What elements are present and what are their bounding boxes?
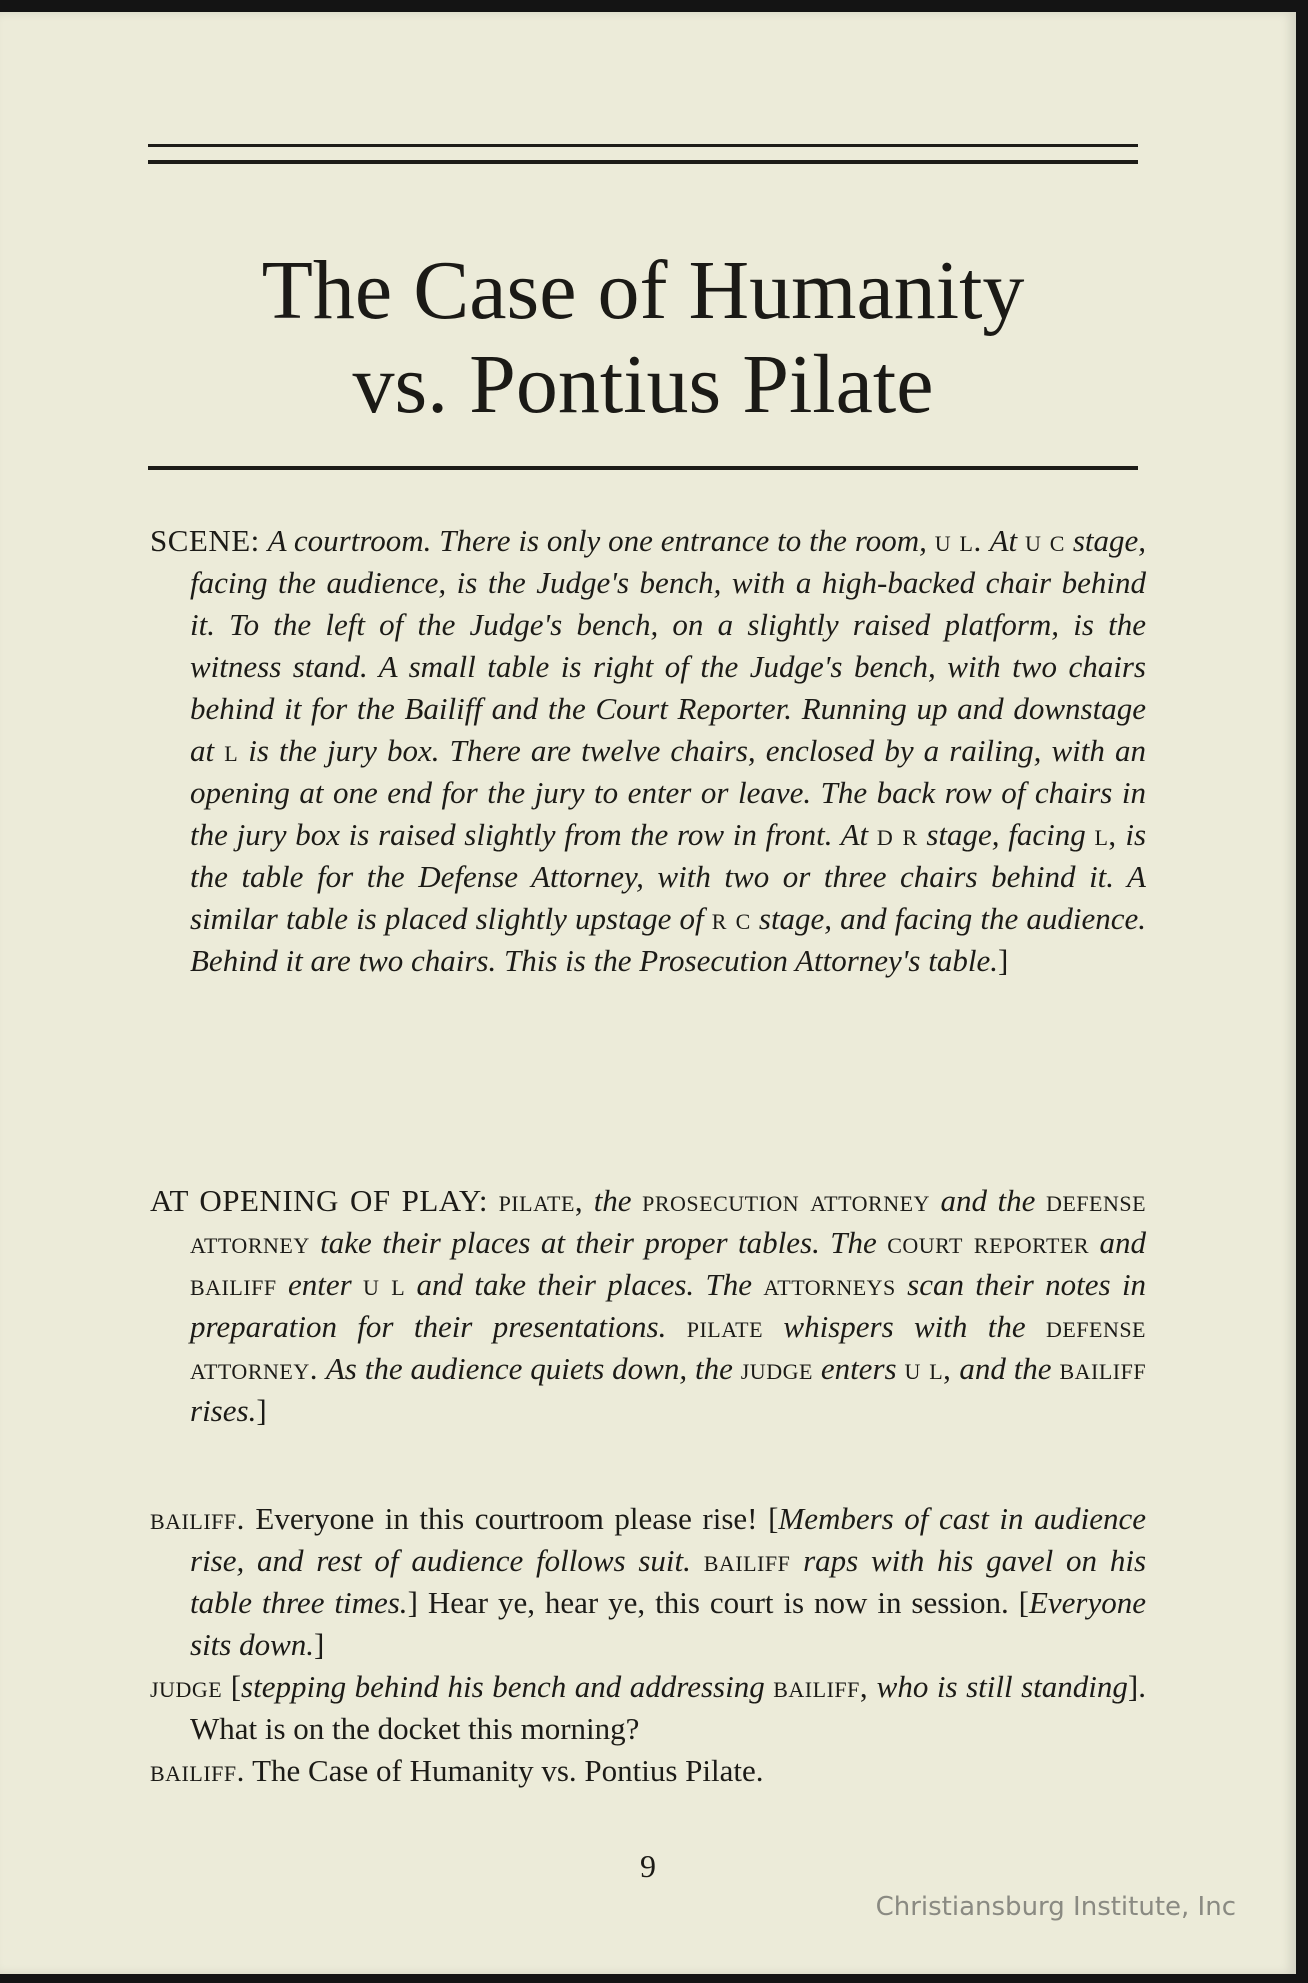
bracket: ] [997,943,1009,978]
bracket: [ [230,1669,242,1704]
direction-text: As the audience quiets down, the [325,1351,733,1386]
stage-direction-abbrev: d r [876,817,918,852]
character-name: bailiff [1059,1351,1147,1386]
speaker-name: bailiff. [150,1753,245,1788]
scene-text: At [989,523,1018,558]
stage-direction-abbrev: u l, [904,1351,952,1386]
character-name: bailiff, [773,1669,869,1704]
scene-text: stage, facing [926,817,1086,852]
opening-paragraph [150,1180,1146,1432]
character-name: pilate [686,1309,764,1344]
dialogue-block [150,1498,1146,1792]
stage-direction-abbrev: l [224,733,239,768]
book-page [0,12,1296,1974]
direction-text: rises. [190,1393,257,1428]
direction-text: whispers with the [783,1309,1026,1344]
bracket: ] [407,1585,418,1620]
spoken-text: The Case of Humanity vs. Pontius Pilate. [252,1753,764,1788]
direction-text: and the [940,1183,1036,1218]
scene-text: stage, and facing the audience. Behind it are two chairs. This is the Prosecution Attorney's table. [190,901,1147,978]
character-name: defense attorney. [190,1309,1146,1386]
scene-text: is the jury box. There are twelve chairs, enclosed by a railing, with an opening at one end for the jury to enter or leave. The back row of chairs in the jury box is raised slightly from the row in front. At [190,733,1146,852]
direction-text: take their places at their proper tables. The [320,1225,877,1260]
direction-text: who is still standing [876,1669,1128,1704]
title-line-1: The Case of Humanity [261,244,1025,337]
direction-text: and the [959,1351,1052,1386]
speaker-name: judge [150,1669,223,1704]
character-name: attorneys [763,1267,896,1302]
character-name: prosecution attorney [642,1183,930,1218]
title-rule [148,466,1138,470]
spoken-text: What is on the docket this morning? [190,1711,640,1746]
bracket: [ [768,1501,779,1536]
character-name: judge [740,1351,813,1386]
bracket: ]. [1127,1669,1146,1704]
direction-text: and take their places. The [416,1267,752,1302]
top-rule-1 [148,144,1138,147]
character-name: defense attorney [190,1183,1147,1260]
scene-paragraph [150,520,1146,982]
direction-text: enters [820,1351,897,1386]
direction-text: Members of cast in audience rise, and rest of audience follows suit. [190,1501,1146,1578]
spoken-text: Hear ye, hear ye, this court is now in session. [427,1585,1009,1620]
speaker-name: bailiff. [150,1501,245,1536]
direction-text: and [1099,1225,1146,1260]
stage-direction-abbrev: u l. [934,523,982,558]
top-rule-2 [148,160,1138,164]
direction-text: Everyone sits down. [190,1585,1147,1662]
dialogue-line [150,1750,1146,1792]
opening-label: AT OPENING OF PLAY: [150,1183,489,1218]
character-name: bailiff [190,1267,277,1302]
scene-label: SCENE: [150,523,260,558]
scene-text: is the table for the Defense Attorney, with two or three chairs behind it. A similar table is placed slightly upstage of [190,817,1147,936]
scene-text: A courtroom. There is only one entrance to the room, [267,523,927,558]
stage-direction-abbrev: r c [711,901,751,936]
spoken-text: Everyone in this courtroom please rise! [255,1501,758,1536]
dialogue-line [150,1666,1146,1750]
bracket: ] [256,1393,267,1428]
direction-text: the [593,1183,632,1218]
title-line-2: vs. Pontius Pilate [352,338,934,431]
bracket: ] [314,1627,325,1662]
stage-direction-abbrev: u c [1025,523,1065,558]
character-name: bailiff [703,1543,791,1578]
stage-direction-abbrev: u l [363,1267,406,1302]
watermark: Christiansburg Institute, Inc [875,1892,1236,1922]
direction-text: scan their notes in preparation for their presentations. [190,1267,1147,1344]
character-name: court reporter [887,1225,1090,1260]
page-number: 9 [640,1848,656,1884]
page-title [148,244,1138,432]
bracket: [ [1018,1585,1029,1620]
direction-text: enter [287,1267,352,1302]
direction-text: stepping behind his bench and addressing [241,1669,765,1704]
direction-text: raps with his gavel on his table three times. [190,1543,1147,1620]
scene-text: stage, facing the audience, is the Judge's bench, with a high-backed chair behind it. To the left of the Judge's bench, on a slightly raised platform, is the witness stand. A small table is right of the Judge's bench, with two chairs behind it for the Bailiff and the Court Reporter. Running up and downstage at [190,523,1147,768]
character-name: pilate, [498,1183,584,1218]
stage-direction-abbrev: l, [1094,817,1117,852]
dialogue-line [150,1498,1146,1666]
